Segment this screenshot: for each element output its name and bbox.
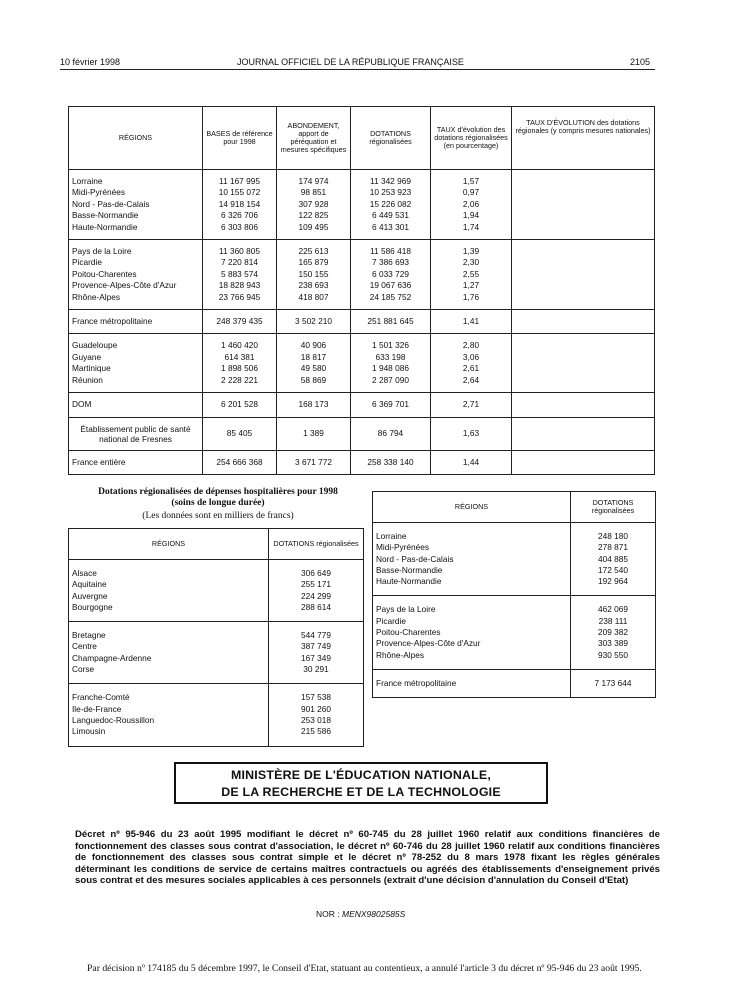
table-row bbox=[69, 352, 655, 363]
bases-cell: 1 898 506 bbox=[203, 363, 277, 374]
region-cell: Picardie bbox=[69, 257, 203, 268]
dotations-cell: 7 386 693 bbox=[351, 257, 431, 268]
dotations-cell: 6 413 301 bbox=[351, 222, 431, 233]
table-spacer bbox=[373, 689, 656, 698]
dotations-cell: 930 550 bbox=[571, 650, 656, 661]
dotations-cell: 6 369 701 bbox=[351, 399, 431, 410]
bases-cell: 23 766 945 bbox=[203, 292, 277, 303]
nor-code: MENX9802585S bbox=[342, 909, 406, 919]
taux-cell: 1,76 bbox=[431, 292, 512, 303]
table-row bbox=[373, 554, 656, 565]
t3-header-dotations: DOTATIONS régionalisées bbox=[571, 492, 656, 523]
table-regional-allocations bbox=[68, 106, 655, 475]
region-cell: Basse-Normandie bbox=[373, 565, 571, 576]
bases-cell: 5 883 574 bbox=[203, 269, 277, 280]
bases-cell: 6 303 806 bbox=[203, 222, 277, 233]
table-row bbox=[69, 176, 655, 187]
region-cell: Languedoc-Roussillon bbox=[69, 715, 269, 726]
table-row bbox=[69, 579, 364, 590]
region-cell: Basse-Normandie bbox=[69, 210, 203, 221]
table-long-term-care bbox=[68, 528, 364, 747]
region-cell: Poitou-Charentes bbox=[373, 627, 571, 638]
table2-title-line3: (Les données sont en milliers de francs) bbox=[142, 511, 294, 521]
region-cell: France entière bbox=[69, 457, 203, 468]
table-row bbox=[69, 715, 364, 726]
bases-cell: 2 228 221 bbox=[203, 375, 277, 386]
bases-cell: 614 381 bbox=[203, 352, 277, 363]
abondement-cell: 122 825 bbox=[277, 210, 351, 221]
abondement-cell: 150 155 bbox=[277, 269, 351, 280]
dotations-cell: 11 342 969 bbox=[351, 176, 431, 187]
region-cell: Poitou-Charentes bbox=[69, 269, 203, 280]
taux-cell: 1,41 bbox=[431, 316, 512, 327]
dotations-cell: 258 338 140 bbox=[351, 457, 431, 468]
taux-cell: 2,61 bbox=[431, 363, 512, 374]
taux-evolution-cell bbox=[512, 176, 655, 187]
table-row bbox=[69, 280, 655, 291]
table-spacer bbox=[373, 596, 656, 604]
table2-title-line2: (soins de longue durée) bbox=[171, 498, 265, 508]
table-row bbox=[69, 199, 655, 210]
ministry-box bbox=[174, 762, 548, 804]
dotations-cell: 251 881 645 bbox=[351, 316, 431, 327]
table-row bbox=[69, 363, 655, 374]
region-cell: Martinique bbox=[69, 363, 203, 374]
table2-title-line1: Dotations régionalisées de dépenses hospitalières pour 1998 bbox=[98, 487, 338, 497]
table-row bbox=[373, 531, 656, 542]
dotations-cell: 255 171 bbox=[269, 579, 364, 590]
region-cell: Bourgogne bbox=[69, 602, 269, 613]
t3-header-regions: RÉGIONS bbox=[373, 492, 571, 523]
bases-cell: 14 918 154 bbox=[203, 199, 277, 210]
region-cell: Ile-de-France bbox=[69, 704, 269, 715]
taux-evolution-cell bbox=[512, 222, 655, 233]
table-long-term-care-continued bbox=[372, 491, 656, 698]
taux-evolution-cell bbox=[512, 363, 655, 374]
table-spacer bbox=[373, 587, 656, 596]
table-row bbox=[373, 616, 656, 627]
table-row bbox=[69, 340, 655, 351]
region-cell: Picardie bbox=[373, 616, 571, 627]
dotations-cell: 19 067 636 bbox=[351, 280, 431, 291]
abondement-cell: 168 173 bbox=[277, 399, 351, 410]
abondement-cell: 1 389 bbox=[277, 424, 351, 444]
table-row bbox=[69, 292, 655, 303]
taux-cell: 2,80 bbox=[431, 340, 512, 351]
abondement-cell: 174 974 bbox=[277, 176, 351, 187]
dotations-cell: 215 586 bbox=[269, 726, 364, 737]
table-spacer bbox=[69, 468, 655, 475]
region-cell: Nord - Pas-de-Calais bbox=[373, 554, 571, 565]
table-row bbox=[373, 565, 656, 576]
table-row bbox=[69, 257, 655, 268]
taux-evolution-cell bbox=[512, 292, 655, 303]
taux-evolution-cell bbox=[512, 340, 655, 351]
dotations-cell: 1 501 326 bbox=[351, 340, 431, 351]
region-cell: Rhône-Alpes bbox=[69, 292, 203, 303]
abondement-cell: 238 693 bbox=[277, 280, 351, 291]
abondement-cell: 109 495 bbox=[277, 222, 351, 233]
region-cell: Bretagne bbox=[69, 630, 269, 641]
table-spacer bbox=[373, 670, 656, 678]
table-row bbox=[69, 399, 655, 410]
dotations-cell: 15 226 082 bbox=[351, 199, 431, 210]
region-cell: Pays de la Loire bbox=[69, 246, 203, 257]
table-row bbox=[373, 542, 656, 553]
region-cell: Rhône-Alpes bbox=[373, 650, 571, 661]
region-cell: Franche-Comté bbox=[69, 692, 269, 703]
dotations-cell: 404 885 bbox=[571, 554, 656, 565]
dotations-cell: 303 389 bbox=[571, 638, 656, 649]
abondement-cell: 18 817 bbox=[277, 352, 351, 363]
bases-cell: 1 460 420 bbox=[203, 340, 277, 351]
t2-header-dotations: DOTATIONS régionalisées bbox=[269, 529, 364, 560]
taux-cell: 1,74 bbox=[431, 222, 512, 233]
dotations-cell: 544 779 bbox=[269, 630, 364, 641]
abondement-cell: 49 580 bbox=[277, 363, 351, 374]
table-row bbox=[69, 664, 364, 675]
table-spacer bbox=[69, 675, 364, 684]
taux-cell: 0,97 bbox=[431, 187, 512, 198]
region-cell: Limousin bbox=[69, 726, 269, 737]
table-row bbox=[69, 641, 364, 652]
region-cell: Alsace bbox=[69, 568, 269, 579]
dotations-cell: 86 794 bbox=[351, 424, 431, 444]
taux-evolution-cell bbox=[512, 187, 655, 198]
table-row bbox=[69, 269, 655, 280]
header-journal: JOURNAL OFFICIEL DE LA RÉPUBLIQUE FRANÇAISE bbox=[237, 57, 464, 67]
region-cell: Centre bbox=[69, 641, 269, 652]
table-row bbox=[69, 457, 655, 468]
taux-evolution-cell bbox=[512, 257, 655, 268]
taux-evolution-cell bbox=[512, 375, 655, 386]
col-header-abondement: ABONDEMENT, apport de péréquation et mesures spécifiques bbox=[277, 107, 351, 170]
bases-cell: 18 828 943 bbox=[203, 280, 277, 291]
header-page: 2105 bbox=[630, 57, 651, 67]
dotations-cell: 6 033 729 bbox=[351, 269, 431, 280]
decision-text: Par décision nº 174185 du 5 décembre 1997, le Conseil d'Etat, statuant au contentieux, a annulé l'article 3 du décret nº 95-946 du 23 août 1995. bbox=[87, 963, 642, 974]
abondement-cell: 225 613 bbox=[277, 246, 351, 257]
region-cell: Lorraine bbox=[373, 531, 571, 542]
table-row bbox=[69, 210, 655, 221]
taux-cell: 2,06 bbox=[431, 199, 512, 210]
t2-header-regions: RÉGIONS bbox=[69, 529, 269, 560]
table-row bbox=[69, 187, 655, 198]
table-row bbox=[69, 630, 364, 641]
dotations-cell: 157 538 bbox=[269, 692, 364, 703]
taux-cell: 1,39 bbox=[431, 246, 512, 257]
table-spacer bbox=[69, 684, 364, 692]
bases-cell: 7 220 814 bbox=[203, 257, 277, 268]
taux-cell: 2,71 bbox=[431, 399, 512, 410]
table-row bbox=[69, 222, 655, 233]
header-date: 10 février 1998 bbox=[60, 57, 121, 67]
region-cell: Champagne-Ardenne bbox=[69, 653, 269, 664]
taux-evolution-cell bbox=[512, 399, 655, 410]
table-spacer bbox=[373, 661, 656, 670]
table-spacer bbox=[69, 622, 364, 630]
nor-reference bbox=[316, 909, 405, 919]
bases-cell: 6 201 528 bbox=[203, 399, 277, 410]
table-row bbox=[69, 246, 655, 257]
region-cell: Haute-Normandie bbox=[373, 576, 571, 587]
taux-cell: 1,94 bbox=[431, 210, 512, 221]
bases-cell: 10 155 072 bbox=[203, 187, 277, 198]
table-row bbox=[69, 704, 364, 715]
col-header-bases: BASES de référence pour 1998 bbox=[203, 107, 277, 170]
table-row bbox=[69, 591, 364, 602]
dotations-cell: 10 253 923 bbox=[351, 187, 431, 198]
dotations-cell: 253 018 bbox=[269, 715, 364, 726]
table-spacer bbox=[373, 523, 656, 532]
table-row bbox=[69, 375, 655, 386]
table-row bbox=[69, 653, 364, 664]
col-header-dotations: DOTATIONS régionalisées bbox=[351, 107, 431, 170]
dotations-cell: 172 540 bbox=[571, 565, 656, 576]
bases-cell: 11 360 805 bbox=[203, 246, 277, 257]
taux-evolution-cell bbox=[512, 352, 655, 363]
bases-cell: 85 405 bbox=[203, 424, 277, 444]
table-row bbox=[373, 678, 656, 689]
nor-label: NOR : bbox=[316, 909, 340, 919]
region-cell: Aquitaine bbox=[69, 579, 269, 590]
table2-title bbox=[68, 487, 368, 522]
region-cell: DOM bbox=[69, 399, 203, 410]
col-header-taux-evolution: TAUX D'ÉVOLUTION des dotations régionales (y compris mesures nationales) bbox=[512, 107, 655, 170]
bases-cell: 254 666 368 bbox=[203, 457, 277, 468]
taux-cell: 2,64 bbox=[431, 375, 512, 386]
dotations-cell: 633 198 bbox=[351, 352, 431, 363]
table-row bbox=[69, 726, 364, 737]
dotations-cell: 167 349 bbox=[269, 653, 364, 664]
taux-evolution-cell bbox=[512, 210, 655, 221]
taux-cell: 1,57 bbox=[431, 176, 512, 187]
dotations-cell: 901 260 bbox=[269, 704, 364, 715]
table-row bbox=[69, 568, 364, 579]
abondement-cell: 307 928 bbox=[277, 199, 351, 210]
region-cell: France métropolitaine bbox=[373, 678, 571, 689]
table-spacer bbox=[69, 613, 364, 622]
taux-cell: 2,30 bbox=[431, 257, 512, 268]
dotations-cell: 238 111 bbox=[571, 616, 656, 627]
taux-evolution-cell bbox=[512, 246, 655, 257]
dotations-cell: 24 185 752 bbox=[351, 292, 431, 303]
taux-evolution-cell bbox=[512, 457, 655, 468]
table-row bbox=[69, 692, 364, 703]
region-cell: Réunion bbox=[69, 375, 203, 386]
dotations-cell: 6 449 531 bbox=[351, 210, 431, 221]
abondement-cell: 165 879 bbox=[277, 257, 351, 268]
region-cell: Provence-Alpes-Côte d'Azur bbox=[373, 638, 571, 649]
taux-cell: 2,55 bbox=[431, 269, 512, 280]
dotations-cell: 462 069 bbox=[571, 604, 656, 615]
taux-cell: 1,63 bbox=[431, 424, 512, 444]
taux-cell: 1,27 bbox=[431, 280, 512, 291]
taux-evolution-cell bbox=[512, 280, 655, 291]
region-cell: Corse bbox=[69, 664, 269, 675]
table-spacer bbox=[69, 560, 364, 569]
taux-cell: 1,44 bbox=[431, 457, 512, 468]
bases-cell: 248 379 435 bbox=[203, 316, 277, 327]
dotations-cell: 224 299 bbox=[269, 591, 364, 602]
table-row bbox=[69, 602, 364, 613]
dotations-cell: 11 586 418 bbox=[351, 246, 431, 257]
dotations-cell: 2 287 090 bbox=[351, 375, 431, 386]
dotations-cell: 209 382 bbox=[571, 627, 656, 638]
taux-evolution-cell bbox=[512, 316, 655, 327]
region-cell: Guyane bbox=[69, 352, 203, 363]
table-row bbox=[69, 424, 655, 444]
taux-evolution-cell bbox=[512, 269, 655, 280]
abondement-cell: 3 502 210 bbox=[277, 316, 351, 327]
ministry-line2: DE LA RECHERCHE ET DE LA TECHNOLOGIE bbox=[221, 785, 501, 799]
table-row bbox=[373, 627, 656, 638]
table-row bbox=[373, 650, 656, 661]
region-cell: Midi-Pyrénées bbox=[69, 187, 203, 198]
region-cell: Auvergne bbox=[69, 591, 269, 602]
taux-evolution-cell bbox=[512, 424, 655, 444]
region-cell: Lorraine bbox=[69, 176, 203, 187]
region-cell: Midi-Pyrénées bbox=[373, 542, 571, 553]
col-header-taux: TAUX d'évolution des dotations régionalisées (en pourcentage) bbox=[431, 107, 512, 170]
dotations-cell: 387 749 bbox=[269, 641, 364, 652]
region-cell: Guadeloupe bbox=[69, 340, 203, 351]
region-cell: Pays de la Loire bbox=[373, 604, 571, 615]
region-cell: Établissement public de santé national de Fresnes bbox=[69, 424, 203, 444]
abondement-cell: 418 807 bbox=[277, 292, 351, 303]
header-rule bbox=[60, 69, 655, 70]
abondement-cell: 40 906 bbox=[277, 340, 351, 351]
dotations-cell: 306 649 bbox=[269, 568, 364, 579]
table-row bbox=[373, 638, 656, 649]
region-cell: France métropolitaine bbox=[69, 316, 203, 327]
region-cell: Haute-Normandie bbox=[69, 222, 203, 233]
region-cell: Provence-Alpes-Côte d'Azur bbox=[69, 280, 203, 291]
dotations-cell: 7 173 644 bbox=[571, 678, 656, 689]
dotations-cell: 288 614 bbox=[269, 602, 364, 613]
abondement-cell: 58 869 bbox=[277, 375, 351, 386]
abondement-cell: 98 851 bbox=[277, 187, 351, 198]
table-row bbox=[373, 604, 656, 615]
taux-cell: 3,06 bbox=[431, 352, 512, 363]
dotations-cell: 248 180 bbox=[571, 531, 656, 542]
dotations-cell: 278 871 bbox=[571, 542, 656, 553]
taux-evolution-cell bbox=[512, 199, 655, 210]
col-header-regions: RÉGIONS bbox=[69, 107, 203, 170]
dotations-cell: 1 948 086 bbox=[351, 363, 431, 374]
ministry-line1: MINISTÈRE DE L'ÉDUCATION NATIONALE, bbox=[230, 768, 492, 782]
table-row bbox=[373, 576, 656, 587]
table-row bbox=[69, 316, 655, 327]
dotations-cell: 30 291 bbox=[269, 664, 364, 675]
abondement-cell: 3 671 772 bbox=[277, 457, 351, 468]
decret-title: Décret nº 95-946 du 23 août 1995 modifiant le décret nº 60-745 du 28 juillet 1960 relatif aux conditions financières de fonctionnement des classes sous contrat d'association, le décret nº 60-746 du 28 juillet 1960 relatif aux conditions financières de fonctionnement des classes sous contrat simple et le décret nº 78-252 du 8 mars 1978 fixant les règles générales déterminant les conditions de service de certains maîtres contractuels ou agréés des établissements d'enseignement privés sous contrat et des mesures sociales applicables à ces personnels (extrait d'une décision d'annulation du Conseil d'Etat) bbox=[75, 829, 660, 887]
dotations-cell: 192 964 bbox=[571, 576, 656, 587]
table-spacer bbox=[69, 738, 364, 747]
bases-cell: 11 167 995 bbox=[203, 176, 277, 187]
region-cell: Nord - Pas-de-Calais bbox=[69, 199, 203, 210]
bases-cell: 6 326 706 bbox=[203, 210, 277, 221]
